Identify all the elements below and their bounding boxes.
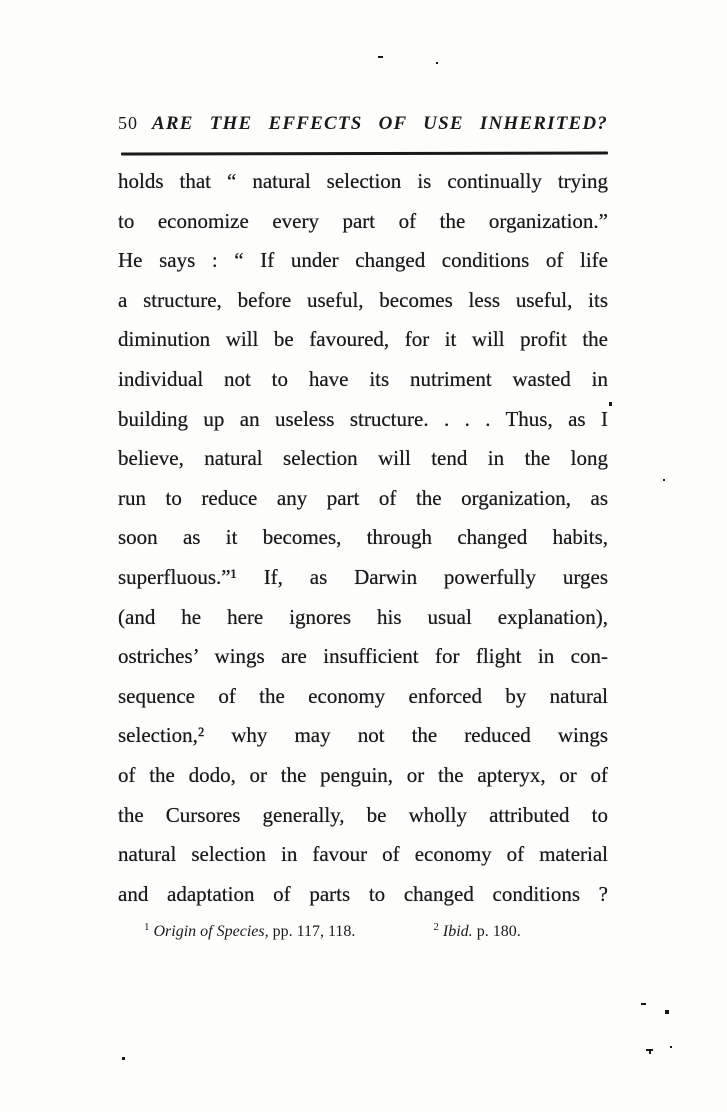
text-line: selection,² why may not the reduced wings <box>118 723 608 748</box>
text-line: ostriches’ wings are insufficient for flight in con- <box>118 644 608 669</box>
page-content <box>118 110 608 943</box>
text-line: building up an useless structure. . . . Thus, as I <box>118 406 608 431</box>
text-line: the Cursores generally, be wholly attributed to <box>118 802 608 827</box>
text-line: and adaptation of parts to changed conditions ? <box>118 881 608 906</box>
scan-speck <box>641 1003 646 1005</box>
footnote-source: Ibid. <box>442 923 473 941</box>
scan-speck <box>670 1046 672 1048</box>
scan-speck <box>378 56 383 58</box>
text-line: diminution will be favoured, for it will profit the <box>118 327 608 352</box>
scan-speck <box>609 402 612 406</box>
running-head-title: ARE THE EFFECTS OF USE INHERITED? <box>152 113 608 134</box>
footnotes <box>118 921 608 943</box>
text-line: soon as it becomes, through changed habits, <box>118 525 608 550</box>
text-line: a structure, before useful, becomes less useful, its <box>118 287 608 312</box>
page-number: 50 <box>118 113 138 133</box>
footnote-detail: pp. 117, 118. <box>268 923 356 941</box>
scan-speck <box>649 1051 651 1054</box>
text-line: superfluous.”¹ If, as Darwin powerfully urges <box>118 564 608 589</box>
text-line: run to reduce any part of the organization, as <box>118 485 608 510</box>
text-line: He says : “ If under changed conditions of life <box>118 248 608 273</box>
text-line: of the dodo, or the penguin, or the apteryx, or of <box>118 762 608 787</box>
page-header <box>118 110 608 137</box>
text-line: to economize every part of the organization.” <box>118 208 608 233</box>
body-text <box>118 162 608 914</box>
footnote-detail: p. 180. <box>472 923 521 941</box>
footnote <box>433 921 520 943</box>
footnote <box>144 921 355 943</box>
footnote-marker: 1 <box>144 920 150 933</box>
text-line: believe, natural selection will tend in the long <box>118 446 608 471</box>
footnote-source: Origin of Species, <box>153 923 269 941</box>
header-rule <box>121 151 608 155</box>
scan-speck <box>663 479 665 481</box>
scan-speck <box>122 1057 125 1060</box>
text-line: sequence of the economy enforced by natural <box>118 683 608 708</box>
footnote-marker: 2 <box>433 920 439 933</box>
scan-speck <box>436 62 438 64</box>
scan-speck <box>665 1010 669 1014</box>
text-line: individual not to have its nutriment wasted in <box>118 366 608 391</box>
text-line: natural selection in favour of economy of material <box>118 842 608 867</box>
text-line: holds that “ natural selection is continually trying <box>118 169 608 193</box>
text-line: (and he here ignores his usual explanation), <box>118 604 608 629</box>
